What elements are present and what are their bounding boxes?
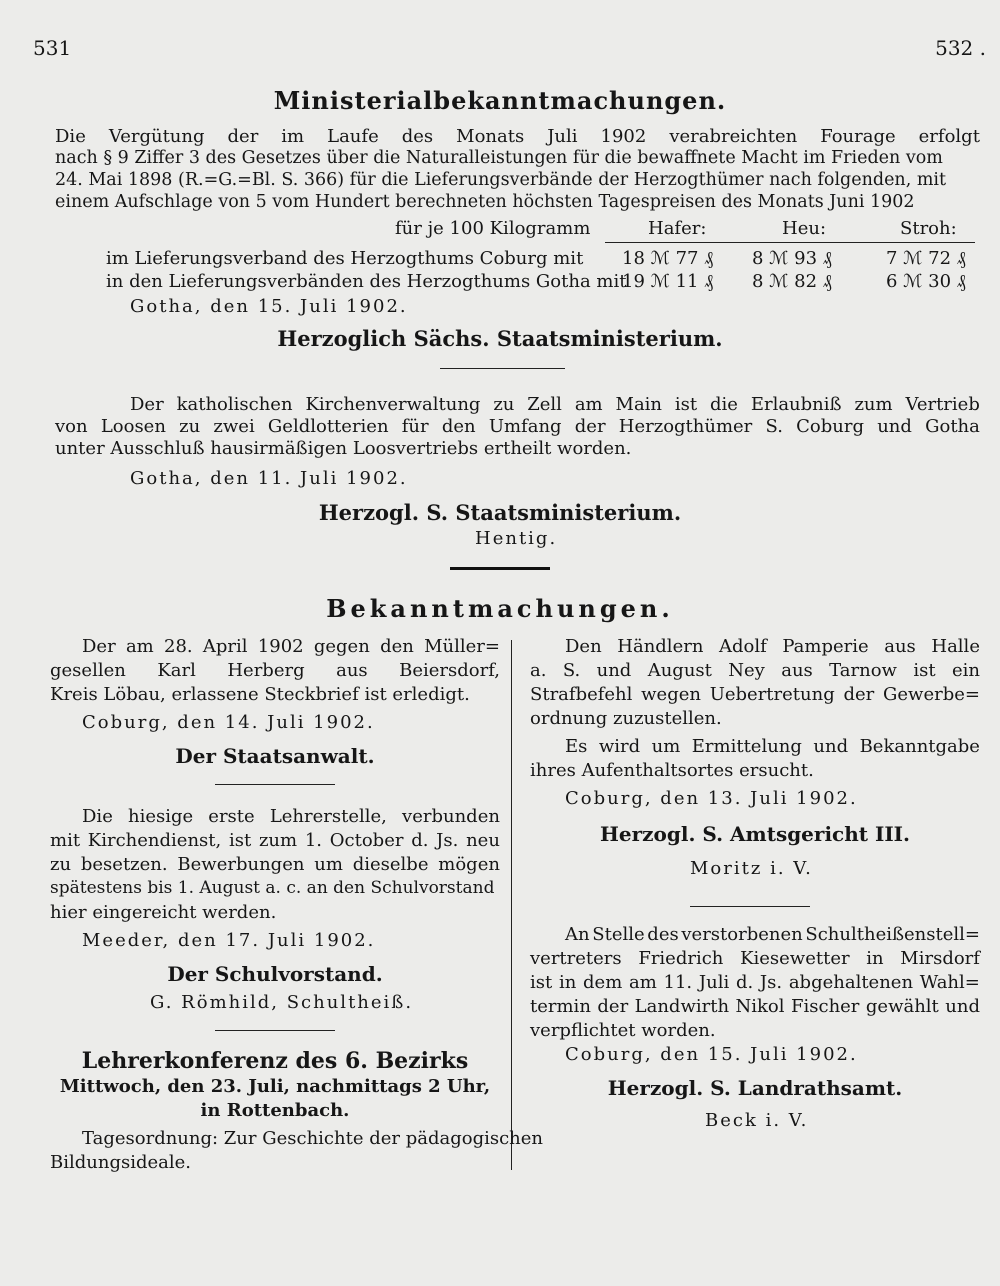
- word: die: [710, 394, 738, 415]
- word: Laufe: [327, 126, 379, 147]
- page-number-left: 531: [33, 36, 72, 60]
- schultheiss-body-line: [530, 996, 980, 1017]
- word: und: [596, 660, 632, 681]
- word: Fourage: [820, 126, 896, 147]
- table-row-label: in den Lieferungsverbänden des Herzogthums Gotha mit: [106, 271, 627, 292]
- lottery-body-line: unter Ausschluß hausirmäßigen Loosvertriebs ertheilt worden.: [55, 438, 632, 459]
- word: katholischen: [176, 394, 293, 415]
- word: a.: [530, 660, 547, 681]
- lehrerstelle-place-date: Meeder, den 17. Juli 1902.: [82, 930, 376, 951]
- word: am: [629, 972, 657, 993]
- steckbrief-body-line: [50, 660, 500, 681]
- word: gegen: [313, 636, 370, 657]
- word: der: [227, 126, 259, 147]
- ministerial-place-date: Gotha, den 15. Juli 1902.: [130, 296, 408, 317]
- konferenz-location: in Rottenbach.: [200, 1100, 350, 1121]
- word: Der: [82, 636, 116, 657]
- ministerial-signature: Herzoglich Sächs. Staatsministerium.: [277, 326, 723, 351]
- word: am: [125, 636, 154, 657]
- strafbefehl-body-line: ordnung zuzustellen.: [530, 708, 722, 729]
- word: Stelle: [592, 924, 645, 945]
- divider: [215, 784, 335, 785]
- ministerial-body-line: nach § 9 Ziffer 3 des Gesetzes über die Naturalleistungen für die bewaffnete Macht im Frieden vom: [55, 148, 943, 168]
- word: gesellen: [50, 660, 126, 681]
- word: Juli: [547, 126, 578, 147]
- word: Wahl=: [919, 972, 980, 993]
- word: Coburg: [796, 416, 864, 437]
- word: 11.: [663, 972, 693, 993]
- konferenz-body-line: Bildungsideale.: [50, 1152, 192, 1173]
- divider: [215, 1030, 335, 1031]
- column-divider: [511, 640, 512, 1170]
- lottery-body-line: [55, 416, 980, 437]
- lottery-signer: Hentig.: [475, 528, 558, 549]
- word: An: [565, 924, 590, 945]
- schultheiss-body-line: [565, 924, 980, 945]
- word: vertreters: [530, 948, 622, 969]
- word: Halle: [931, 636, 980, 657]
- word: zum: [258, 830, 298, 851]
- word: Js.: [436, 830, 459, 851]
- word: dieselbe: [352, 854, 429, 875]
- word: Adolf: [719, 636, 767, 657]
- word: Kirchenverwaltung: [305, 394, 481, 415]
- word: verabreichten: [669, 126, 798, 147]
- word: wegen: [641, 684, 701, 705]
- word: Nikol: [735, 996, 785, 1017]
- section-divider: [450, 567, 550, 570]
- word: Vertrieb: [905, 394, 980, 415]
- page-number-right: 532 .: [935, 36, 986, 60]
- word: gewählt: [865, 996, 939, 1017]
- word: erfolgt: [918, 126, 980, 147]
- strafbefehl-signature: Herzogl. S. Amtsgericht III.: [600, 822, 910, 846]
- word: 1902: [257, 636, 304, 657]
- word: October: [329, 830, 404, 851]
- word: und: [813, 736, 849, 757]
- word: im: [281, 126, 305, 147]
- word: neu: [466, 830, 500, 851]
- word: Kiesewetter: [740, 948, 850, 969]
- word: Pamperie: [782, 636, 869, 657]
- word: Die: [55, 126, 86, 147]
- word: Fischer: [791, 996, 860, 1017]
- word: S.: [562, 660, 581, 681]
- word: des: [647, 924, 679, 945]
- word: aus: [884, 636, 916, 657]
- word: abgehaltenen: [788, 972, 914, 993]
- word: um: [651, 736, 681, 757]
- word: Bekanntgabe: [859, 736, 980, 757]
- word: Händlern: [617, 636, 704, 657]
- strafbefehl-body-line: [565, 636, 980, 657]
- steckbrief-signature: Der Staatsanwalt.: [175, 744, 375, 768]
- word: Kirchendienst,: [87, 830, 222, 851]
- word: und: [877, 416, 912, 437]
- ministerial-body-line: einem Aufschlage von 5 vom Hundert berechneten höchsten Tagespreisen des Monats Juni 1902: [55, 192, 915, 212]
- word: Js.: [759, 972, 783, 993]
- table-cell-hafer: 19 ℳ 11 ₰: [622, 271, 714, 292]
- strafbefehl-place-date: Coburg, den 13. Juli 1902.: [565, 788, 858, 809]
- word: Landwirth: [634, 996, 730, 1017]
- word: ist: [530, 972, 553, 993]
- strafbefehl-body-line: [530, 660, 980, 681]
- lehrerstelle-body-line: hier eingereicht werden.: [50, 902, 277, 923]
- word: Vergütung: [108, 126, 205, 147]
- word: Gewerbe=: [883, 684, 980, 705]
- word: Loosen: [100, 416, 166, 437]
- word: ist: [913, 660, 936, 681]
- konferenz-body-line: Tagesordnung: Zur Geschichte der pädagogischen: [82, 1128, 544, 1149]
- steckbrief-body-line: [82, 636, 500, 657]
- word: und: [945, 996, 980, 1017]
- word: verstorbenen: [681, 924, 803, 945]
- word: der: [597, 996, 629, 1017]
- lottery-place-date: Gotha, den 11. Juli 1902.: [130, 468, 408, 489]
- ministerial-body-line: [55, 126, 980, 147]
- word: aus: [781, 660, 813, 681]
- table-cell-heu: 8 ℳ 93 ₰: [752, 248, 832, 269]
- word: Umfang: [488, 416, 562, 437]
- lehrerstelle-body-line: [50, 830, 500, 851]
- strafbefehl-body-line: [565, 736, 980, 757]
- divider: [440, 368, 565, 369]
- word: Beiersdorf,: [399, 660, 500, 681]
- word: zwei: [213, 416, 255, 437]
- divider: [690, 906, 810, 907]
- word: Ney: [728, 660, 765, 681]
- word: um: [314, 854, 343, 875]
- word: d.: [411, 830, 429, 851]
- lehrerstelle-body-line: spätestens bis 1. August a. c. an den Schulvorstand: [50, 878, 495, 898]
- word: Erlaubniß: [750, 394, 842, 415]
- word: 1902: [600, 126, 647, 147]
- word: in: [866, 948, 884, 969]
- word: Schultheißenstell=: [805, 924, 980, 945]
- strafbefehl-body-line: ihres Aufenthaltsortes ersucht.: [530, 760, 814, 781]
- word: Zell: [527, 394, 562, 415]
- word: S.: [765, 416, 783, 437]
- strafbefehl-signer: Moritz i. V.: [690, 858, 813, 879]
- schultheiss-body-line: verpflichtet worden.: [530, 1020, 716, 1041]
- table-col-hafer: Hafer:: [648, 218, 707, 239]
- word: Es: [565, 736, 588, 757]
- word: mögen: [438, 854, 500, 875]
- konferenz-title: Lehrerkonferenz des 6. Bezirks: [81, 1048, 469, 1074]
- word: dem: [583, 972, 623, 993]
- word: Herberg: [227, 660, 305, 681]
- word: besetzen.: [80, 854, 168, 875]
- lehrerstelle-body-line: [50, 854, 500, 875]
- word: Der: [130, 394, 164, 415]
- word: mit: [50, 830, 81, 851]
- steckbrief-body-line: Kreis Löbau, erlassene Steckbrief ist erledigt.: [50, 684, 470, 705]
- word: den: [380, 636, 414, 657]
- word: der: [843, 684, 875, 705]
- word: Main: [615, 394, 663, 415]
- word: zum: [854, 394, 893, 415]
- ministerial-body-line: 24. Mai 1898 (R.=G.=Bl. S. 366) für die Lieferungsverbände der Herzogthümer nach folgenden, mit: [55, 170, 947, 190]
- word: hiesige: [127, 806, 194, 827]
- word: Mirsdorf: [900, 948, 980, 969]
- word: für: [401, 416, 429, 437]
- lottery-signature: Herzogl. S. Staatsministerium.: [318, 500, 682, 525]
- word: Ermittelung: [691, 736, 802, 757]
- table-header-rule: [605, 242, 975, 243]
- steckbrief-place-date: Coburg, den 14. Juli 1902.: [82, 712, 375, 733]
- word: Herzogthümer: [618, 416, 753, 437]
- word: Tarnow: [829, 660, 897, 681]
- word: termin: [530, 996, 591, 1017]
- word: April: [202, 636, 248, 657]
- table-col-heu: Heu:: [782, 218, 827, 239]
- word: d.: [735, 972, 754, 993]
- schultheiss-signature: Herzogl. S. Landrathsamt.: [607, 1076, 903, 1100]
- word: Bewerbungen: [177, 854, 305, 875]
- word: Den: [565, 636, 602, 657]
- word: verbunden: [402, 806, 500, 827]
- word: Monats: [456, 126, 525, 147]
- word: Uebertretung: [709, 684, 835, 705]
- word: Strafbefehl: [530, 684, 633, 705]
- word: aus: [336, 660, 368, 681]
- word: den: [441, 416, 476, 437]
- word: von: [55, 416, 88, 437]
- lehrerstelle-signature: Der Schulvorstand.: [167, 962, 383, 986]
- table-header-label: für je 100 Kilogramm: [395, 218, 591, 239]
- strafbefehl-body-line: [530, 684, 980, 705]
- word: Juli: [698, 972, 730, 993]
- word: Karl: [157, 660, 196, 681]
- table-col-stroh: Stroh:: [900, 218, 957, 239]
- word: erste: [208, 806, 255, 827]
- word: ein: [951, 660, 980, 681]
- konferenz-time: Mittwoch, den 23. Juli, nachmittags 2 Uhr,: [59, 1076, 491, 1097]
- schultheiss-body-line: [530, 972, 980, 993]
- table-cell-stroh: 6 ℳ 30 ₰: [886, 271, 966, 292]
- lehrerstelle-signer: G. Römhild, Schultheiß.: [150, 992, 414, 1013]
- schultheiss-body-line: [530, 948, 980, 969]
- bekanntmachungen-title: Bekanntmachungen.: [326, 594, 674, 623]
- word: August: [647, 660, 712, 681]
- word: Müller=: [424, 636, 500, 657]
- word: wird: [598, 736, 641, 757]
- lehrerstelle-body-line: [82, 806, 500, 827]
- word: Friedrich: [638, 948, 724, 969]
- word: der: [574, 416, 606, 437]
- word: zu: [493, 394, 515, 415]
- word: Geldlotterien: [267, 416, 389, 437]
- word: des: [401, 126, 434, 147]
- ministerial-title: Ministerialbekanntmachungen.: [273, 86, 727, 115]
- word: 1.: [304, 830, 323, 851]
- word: in: [558, 972, 577, 993]
- word: ist: [228, 830, 252, 851]
- word: Die: [82, 806, 113, 827]
- schultheiss-place-date: Coburg, den 15. Juli 1902.: [565, 1044, 858, 1065]
- word: am: [574, 394, 603, 415]
- table-cell-heu: 8 ℳ 82 ₰: [752, 271, 832, 292]
- word: 28.: [164, 636, 193, 657]
- table-cell-hafer: 18 ℳ 77 ₰: [622, 248, 714, 269]
- schultheiss-signer: Beck i. V.: [705, 1110, 809, 1131]
- word: Lehrerstelle,: [269, 806, 387, 827]
- word: ist: [674, 394, 698, 415]
- word: zu: [179, 416, 201, 437]
- lottery-body-line: [130, 394, 980, 415]
- word: Gotha: [925, 416, 980, 437]
- table-row-label: im Lieferungsverband des Herzogthums Coburg mit: [106, 248, 584, 269]
- word: zu: [50, 854, 72, 875]
- table-cell-stroh: 7 ℳ 72 ₰: [886, 248, 966, 269]
